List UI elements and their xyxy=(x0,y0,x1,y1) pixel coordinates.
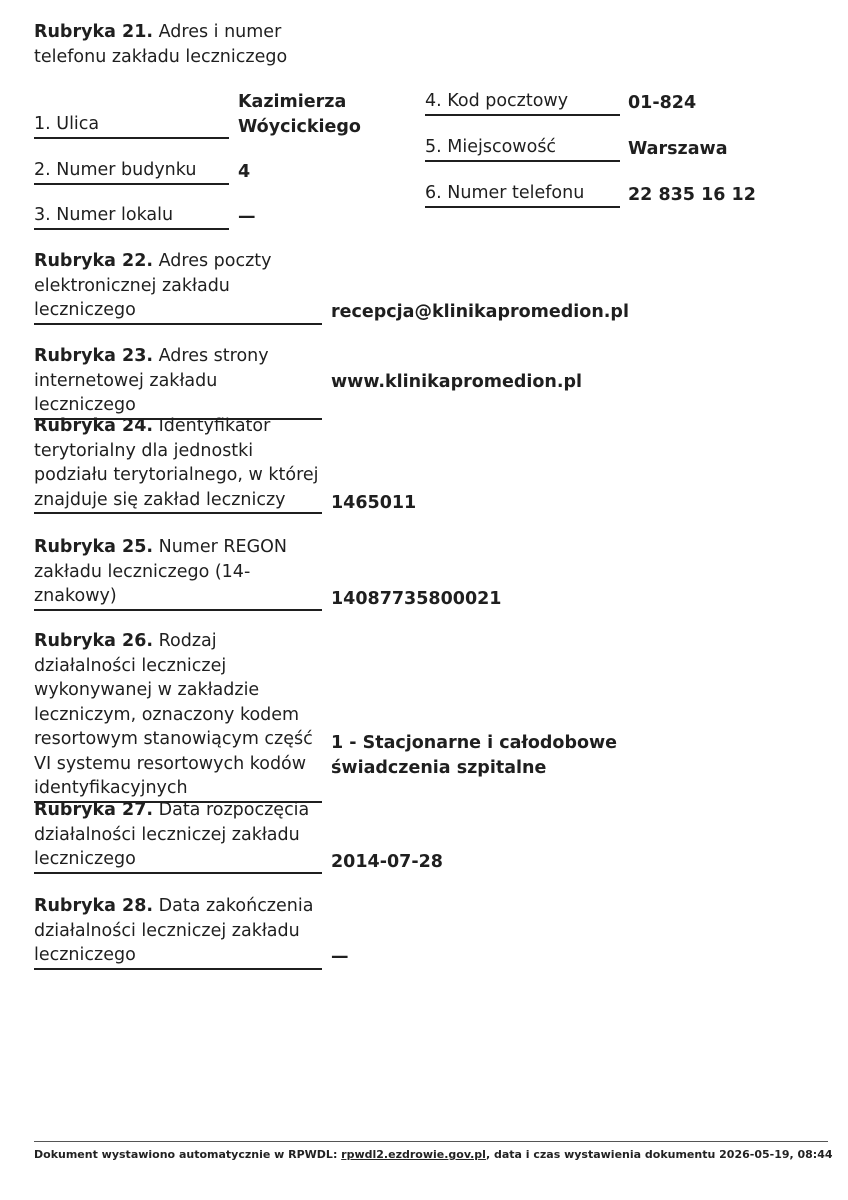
r21-number: Rubryka 21. xyxy=(34,22,154,42)
footer-prefix: Dokument wystawiono automatycznie w RPWDL: xyxy=(34,1148,342,1161)
city-label: 5. Miejscowość xyxy=(425,135,620,162)
r24-number: Rubryka 24. xyxy=(34,416,154,436)
r28-label xyxy=(34,894,322,970)
phone-label: 6. Numer telefonu xyxy=(425,181,620,208)
street-label: 1. Ulica xyxy=(34,112,229,139)
postal-value: 01-824 xyxy=(628,93,697,113)
phone-value: 22 835 16 12 xyxy=(628,185,756,205)
local-label: 3. Numer lokalu xyxy=(34,203,229,230)
r25-title: Numer REGON zakładu leczniczego (14-znakowy) xyxy=(34,537,288,606)
r24-label xyxy=(34,414,322,514)
r23-title: Adres strony internetowej zakładu leczniczego xyxy=(34,346,269,415)
r28-title: Data zakończenia działalności leczniczej zakładu leczniczego xyxy=(34,896,314,965)
r25-number: Rubryka 25. xyxy=(34,537,154,557)
r26-title: Rodzaj działalności leczniczej wykonywanej w zakładzie leczniczym, oznaczony kodem resortowym stanowiącym część VI systemu resortowych kodów identyfikacyjnych xyxy=(34,631,313,798)
building-label: 2. Numer budynku xyxy=(34,158,229,185)
postal-label: 4. Kod pocztowy xyxy=(425,89,620,116)
r22-label xyxy=(34,249,322,325)
r25-label xyxy=(34,535,322,611)
r26-number: Rubryka 26. xyxy=(34,631,154,651)
r27-value: 2014-07-28 xyxy=(331,852,443,872)
r21-heading xyxy=(34,20,304,69)
footer-note xyxy=(34,1148,833,1161)
r23-value: www.klinikapromedion.pl xyxy=(331,372,583,392)
r24-title: Identyfikator terytorialny dla jednostki podziału terytorialnego, w której znajduje się zakład leczniczy xyxy=(34,416,319,510)
city-value: Warszawa xyxy=(628,139,728,159)
r23-label xyxy=(34,344,322,420)
street-value: Kazimierza Wóycickiego xyxy=(238,92,361,137)
r25-value: 14087735800021 xyxy=(331,589,502,609)
r22-value: recepcja@klinikapromedion.pl xyxy=(331,302,629,322)
footer-link[interactable]: rpwdl2.ezdrowie.gov.pl xyxy=(341,1148,486,1161)
r27-number: Rubryka 27. xyxy=(34,800,154,820)
local-value: — xyxy=(238,207,256,227)
r28-value: — xyxy=(331,947,349,967)
r23-number: Rubryka 23. xyxy=(34,346,154,366)
r27-title: Data rozpoczęcia działalności leczniczej zakładu leczniczego xyxy=(34,800,310,869)
r28-number: Rubryka 28. xyxy=(34,896,154,916)
r22-number: Rubryka 22. xyxy=(34,251,154,271)
building-value: 4 xyxy=(238,162,251,182)
r21-title: Adres i numer telefonu zakładu leczniczego xyxy=(34,22,288,67)
footer-divider xyxy=(34,1141,828,1142)
r24-value: 1465011 xyxy=(331,493,417,513)
r27-label xyxy=(34,798,322,874)
r22-title: Adres poczty elektronicznej zakładu leczniczego xyxy=(34,251,272,320)
r26-label xyxy=(34,629,322,803)
footer-suffix: , data i czas wystawienia dokumentu 2026-05-19, 08:44 xyxy=(485,1148,833,1161)
r26-value: 1 - Stacjonarne i całodobowe świadczenia szpitalne xyxy=(331,733,618,778)
